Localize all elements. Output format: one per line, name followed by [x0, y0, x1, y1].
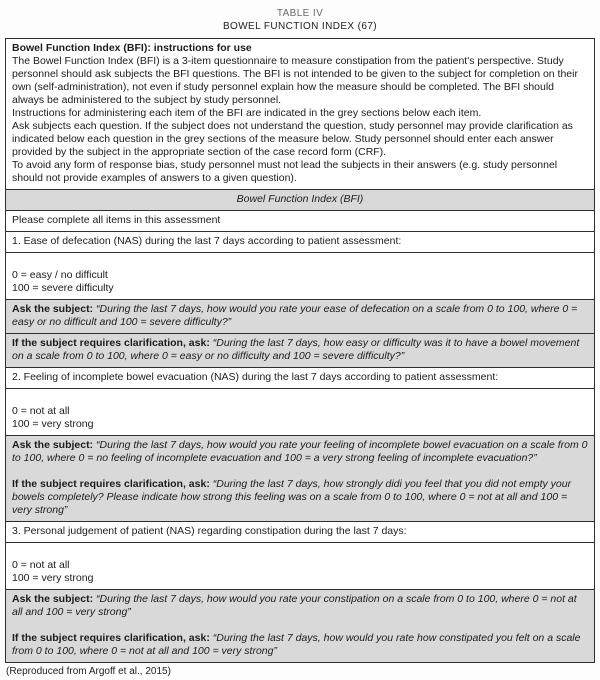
bfi-table — [5, 38, 595, 663]
instructions-paragraph-3: Ask subjects each question. If the subject does not understand the question, study personnel may provide clarification as indicated below each question in the grey sections of the measure below. Study personnel should enter each answer provided by the subject in the appropriate section of the case record form (CRF). — [12, 120, 573, 158]
q3-clarify-label: If the subject requires clarification, ask: — [12, 632, 210, 644]
q1-scale-high: 100 = severe difficulty — [12, 282, 114, 294]
blank-line — [12, 619, 588, 632]
instructions-paragraph-1: The Bowel Function Index (BFI) is a 3-item questionnaire to measure constipation from the patient's perspective. Study personnel should ask subjects the BFI questions. The BFI is not intended to be given to the subject for completion on their own (self-administration), not even if study personnel explain how the measure should be completed. The BFI should always be administered to the subject by study personnel. — [12, 55, 578, 106]
q3-scale-high: 100 = very strong — [12, 572, 94, 584]
q2-scale-high: 100 = very strong — [12, 418, 94, 430]
instructions-row — [6, 39, 594, 189]
q3-instructions-row — [6, 589, 594, 662]
complete-note-row: Please complete all items in this assessment — [6, 210, 594, 231]
table-caption — [5, 5, 595, 38]
table-title: BOWEL FUNCTION INDEX (67) — [222, 21, 378, 32]
q1-ask-text: “During the last 7 days, how would you rate your ease of defecation on a scale from 0 to 100, where 0 = easy or no difficult and 100 = severe difficulty?” — [12, 303, 578, 328]
q3-scale-low: 0 = not at all — [12, 559, 70, 571]
q2-scale-low: 0 = not at all — [12, 405, 70, 417]
q2-ask-label: Ask the subject: — [12, 439, 94, 451]
q3-ask-paragraph — [12, 593, 588, 619]
q3-scale-row — [6, 542, 594, 589]
instructions-paragraph-4: To avoid any form of response bias, study personnel must not lead the subjects in their answers (e.g. study personnel should not provide examples of answers to a given question). — [12, 159, 558, 184]
blank-line — [12, 392, 588, 405]
q1-ask-row — [6, 299, 594, 333]
instructions-heading: Bowel Function Index (BFI): instructions for use — [12, 42, 252, 54]
q1-ask-label: Ask the subject: — [12, 303, 94, 315]
blank-line — [12, 465, 588, 478]
source-note: (Reproduced from Argoff et al., 2015) — [6, 666, 171, 677]
q1-clarify-text: “During the last 7 days, how easy or difficulty was it to have a bowel movement on a scale from 0 to 100, where 0 = easy or no difficulty and 100 = severe difficulty?” — [12, 337, 580, 362]
q2-clarify-label: If the subject requires clarification, ask: — [12, 478, 210, 490]
q2-clarify-paragraph — [12, 478, 588, 517]
q1-scale-low: 0 = easy / no difficult — [12, 269, 108, 281]
q2-question-row: 2. Feeling of incomplete bowel evacuation (NAS) during the last 7 days according to patient assessment: — [6, 367, 594, 388]
blank-line — [12, 256, 588, 269]
blank-line — [12, 546, 588, 559]
instructions-paragraph-2: Instructions for administering each item of the BFI are indicated in the grey sections below each item. — [12, 107, 482, 119]
q3-clarify-paragraph — [12, 632, 588, 658]
q2-scale-row — [6, 388, 594, 435]
q3-question-row: 3. Personal judgement of patient (NAS) regarding constipation during the last 7 days: — [6, 521, 594, 542]
table-number: TABLE IV — [276, 8, 324, 19]
q2-instructions-row — [6, 435, 594, 521]
q3-clarify-text: “During the last 7 days, how would you rate how constipated you felt on a scale from 0 to 100, where 0 = not at all and 100 = very strong” — [12, 632, 581, 657]
q3-ask-text: “During the last 7 days, how would you rate your constipation on a scale from 0 to 100, where 0 = not at all and 100 = very strong” — [12, 593, 577, 618]
q2-ask-text: “During the last 7 days, how would you rate your feeling of incomplete bowel evacuation on a scale from 0 to 100, where 0 = no feeling of incomplete evacuation and 100 = a very strong feeling of incomplete evacuation?” — [12, 439, 588, 464]
q2-ask-paragraph — [12, 439, 588, 465]
section-header-row: Bowel Function Index (BFI) — [6, 189, 594, 210]
q2-clarify-text: “During the last 7 days, how strongly didi you feel that you did not empty your bowels completely? Please indicate how strong this feeling was on a scale from 0 to 100, where 0 = not at all and 100 = very strong” — [12, 478, 572, 516]
q1-clarify-row — [6, 333, 594, 367]
q1-scale-row — [6, 252, 594, 299]
q1-clarify-label: If the subject requires clarification, ask: — [12, 337, 210, 349]
q1-question-row: 1. Ease of defecation (NAS) during the last 7 days according to patient assessment: — [6, 231, 594, 252]
q3-ask-label: Ask the subject: — [12, 593, 94, 605]
